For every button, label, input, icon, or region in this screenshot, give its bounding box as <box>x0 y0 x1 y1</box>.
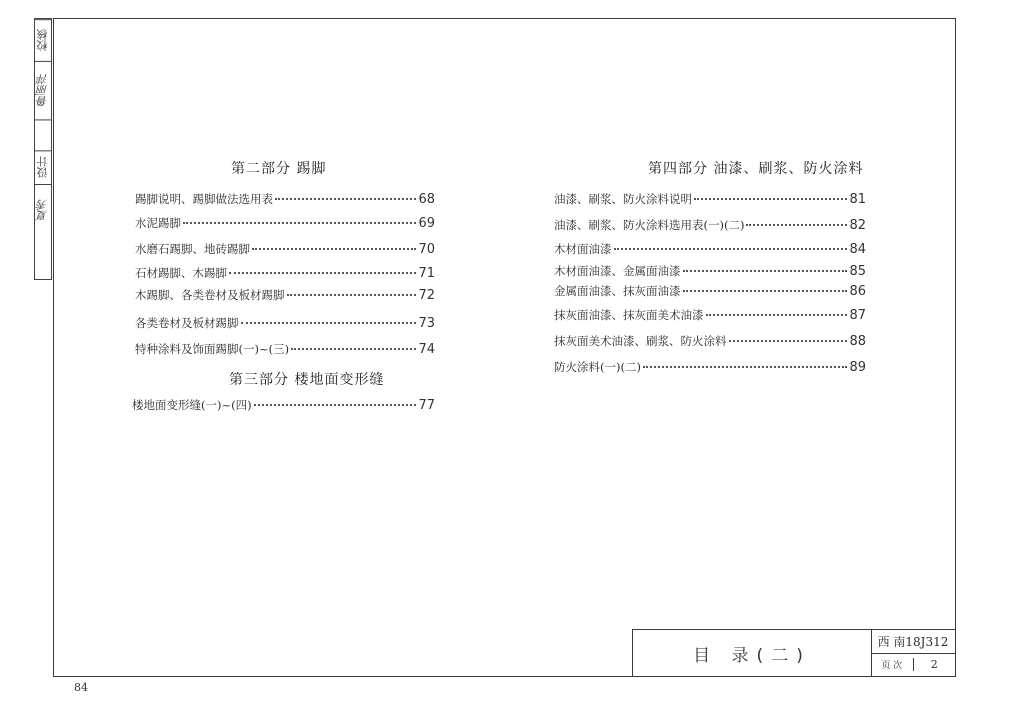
section3-title: 第三部分 楼地面变形缝 <box>229 372 385 388</box>
toc-entry[interactable] <box>554 263 866 279</box>
title-block-info <box>871 630 955 676</box>
toc-entry[interactable] <box>135 265 435 281</box>
leader-dots <box>729 340 848 342</box>
toc-entry-page: 73 <box>418 316 435 331</box>
leader-dots <box>643 366 848 368</box>
toc-entry-page: 87 <box>849 308 866 323</box>
toc-entry-label: 石材踢脚、木踢脚 <box>135 266 227 280</box>
toc-entry[interactable] <box>554 283 866 299</box>
sidebar-cell-empty-1 <box>35 119 51 149</box>
toc-entry[interactable] <box>135 241 435 257</box>
toc-entry[interactable] <box>554 307 866 323</box>
toc-entry[interactable] <box>554 191 866 207</box>
leader-dots <box>291 348 416 350</box>
toc-entry-page: 84 <box>849 242 866 257</box>
toc-entry[interactable] <box>554 333 866 349</box>
toc-entry-label: 抹灰面美术油漆、刷浆、防火涂料 <box>554 334 727 348</box>
leader-dots <box>275 198 416 200</box>
toc-entry-label: 特种涂料及饰面踢脚(一)~(三) <box>135 342 290 356</box>
toc-entry[interactable] <box>132 397 435 413</box>
page-info-row <box>871 653 955 676</box>
toc-entry-label: 抹灰面油漆、抹灰面美术油漆 <box>554 308 704 322</box>
sidebar-cell-check-label: 校核 <box>35 19 51 61</box>
leader-dots <box>683 270 848 272</box>
toc-entry[interactable] <box>135 287 435 303</box>
toc-entry-label: 木材面油漆、金属面油漆 <box>554 264 681 278</box>
section2-title: 第二部分 踢脚 <box>231 161 327 177</box>
toc-entry-page: 68 <box>418 192 435 207</box>
page-value: 2 <box>930 658 938 671</box>
leader-dots <box>254 404 417 406</box>
toc-entry-page: 86 <box>849 284 866 299</box>
toc-entry[interactable] <box>135 315 435 331</box>
leader-dots <box>746 224 847 226</box>
sidebar-cell-empty-2 <box>35 236 51 279</box>
leader-dots <box>706 314 848 316</box>
toc-entry-label: 油漆、刷浆、防火涂料选用表(一)(二) <box>554 218 745 232</box>
toc-entry-page: 77 <box>418 398 435 413</box>
sidebar-cell-check-signature: 鲁丽萍 <box>35 61 51 119</box>
leader-dots <box>241 322 417 324</box>
atlas-number: 西 南18J312 <box>871 630 955 654</box>
leader-dots <box>183 222 416 224</box>
toc-entry-page: 82 <box>849 218 866 233</box>
title-block <box>632 629 956 677</box>
toc-entry[interactable] <box>135 215 435 231</box>
toc-entry-page: 69 <box>418 216 435 231</box>
toc-entry-label: 水磨石踢脚、地砖踢脚 <box>135 242 250 256</box>
leader-dots <box>614 248 848 250</box>
toc-entry-page: 74 <box>418 342 435 357</box>
page-label: 页 次 <box>871 658 914 671</box>
toc-entry-label: 木材面油漆 <box>554 242 612 256</box>
toc-entry-page: 88 <box>849 334 866 349</box>
toc-entry-label: 水泥踢脚 <box>135 216 181 230</box>
toc-entry[interactable] <box>135 191 435 207</box>
toc-entry-label: 楼地面变形缝(一)~(四) <box>132 398 252 412</box>
toc-entry[interactable] <box>554 241 866 257</box>
toc-entry[interactable] <box>135 341 435 357</box>
toc-entry-page: 81 <box>849 192 866 207</box>
toc-entry-page: 71 <box>418 266 435 281</box>
toc-entry-label: 踢脚说明、踢脚做法选用表 <box>135 192 273 206</box>
toc-entry-page: 89 <box>849 360 866 375</box>
leader-dots <box>694 198 847 200</box>
leader-dots <box>287 294 417 296</box>
section4-title: 第四部分 油漆、刷浆、防火涂料 <box>648 161 864 177</box>
toc-entry-page: 70 <box>418 242 435 257</box>
page-number: 84 <box>74 681 88 694</box>
toc-entry-page: 72 <box>418 288 435 303</box>
toc-entry-page: 85 <box>849 264 866 279</box>
toc-entry-label: 金属面油漆、抹灰面油漆 <box>554 284 681 298</box>
sidebar-cell-design-signature: 夏秀 <box>35 184 51 236</box>
signature-sidebar <box>34 18 52 280</box>
toc-entry-label: 各类卷材及板材踢脚 <box>135 316 239 330</box>
toc-entry-label: 木踢脚、各类卷材及板材踢脚 <box>135 288 285 302</box>
leader-dots <box>252 248 416 250</box>
toc-entry[interactable] <box>554 217 866 233</box>
sidebar-cell-design-label: 设计 <box>35 150 51 184</box>
title-block-title: 目 录(二) <box>633 630 872 676</box>
toc-entry[interactable] <box>554 359 866 375</box>
toc-entry-label: 防火涂料(一)(二) <box>554 360 641 374</box>
leader-dots <box>683 290 848 292</box>
toc-entry-label: 油漆、刷浆、防火涂料说明 <box>554 192 692 206</box>
leader-dots <box>229 272 416 274</box>
